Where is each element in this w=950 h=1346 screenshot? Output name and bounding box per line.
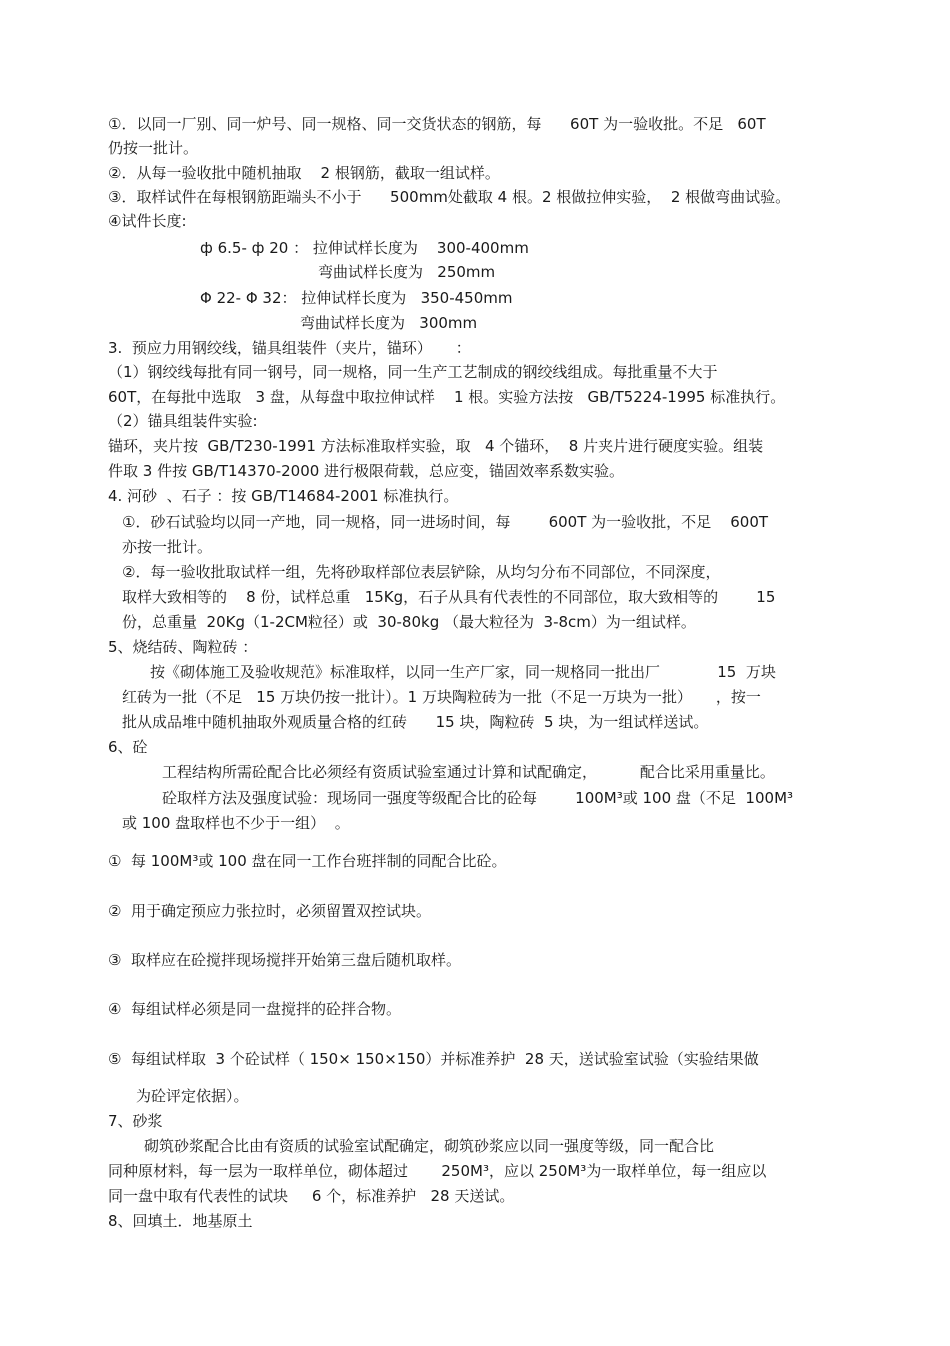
- text-line: （2）锚具组装件实验:: [108, 412, 258, 430]
- text-line: 砌筑砂浆配合比由有资质的试验室试配确定，砌筑砂浆应以同一强度等级，同一配合比: [144, 1137, 715, 1155]
- text-line: Φ 22- Φ 32： 拉伸试样长度为 350-450mm: [200, 289, 513, 307]
- text-line: 亦按一批计。: [122, 538, 213, 556]
- list-item: ① 每 100M³或 100 盘在同一工作台班拌制的同配合比砼。: [108, 852, 507, 870]
- text-line: ②．从每一验收批中随机抽取 2 根钢筋，截取一组试样。: [108, 164, 500, 182]
- list-item: ⑤ 每组试样取 3 个砼试样（ 150× 150×150）并标准养护 28 天，送试验室试验（实验结果做: [108, 1050, 759, 1068]
- text-line: 5、烧结砖、陶粒砖 ：: [108, 638, 258, 656]
- text-line: ②．每一验收批取试样一组，先将砂取样部位表层铲除，从均匀分布不同部位，不同深度，: [122, 563, 721, 581]
- text-line: 8、回填土．地基原土: [108, 1212, 253, 1230]
- text-line: 为砼评定依据）。: [136, 1087, 249, 1105]
- text-line: 同一盘中取有代表性的试块 6 个，标准养护 28 天送试。: [108, 1187, 515, 1205]
- text-line: ①．砂石试验均以同一产地，同一规格，同一进场时间，每 600T 为一验收批，不足 600T: [122, 513, 769, 531]
- list-item: ② 用于确定预应力张拉时，必须留置双控试块。: [108, 902, 431, 920]
- text-line: 砼取样方法及强度试验：现场同一强度等级配合比的砼每 100M³或 100 盘（不足 100M³: [162, 789, 794, 807]
- text-line: 份，总重量 20Kg（1-2CM粒径）或 30-80kg （最大粒径为 3-8cm）为一组试样。: [122, 613, 696, 631]
- text-line: 弯曲试样长度为 300mm: [300, 314, 478, 332]
- text-line: 弯曲试样长度为 250mm: [318, 263, 496, 281]
- text-line: ①．以同一厂别、同一炉号、同一规格、同一交货状态的钢筋，每 60T 为一验收批。不足 60T: [108, 115, 766, 133]
- text-line: 60T，在每批中选取 3 盘，从每盘中取拉伸试样 1 根。实验方法按 GB/T5224-1995 标准执行。: [108, 388, 786, 406]
- text-line: 7、砂浆: [108, 1112, 163, 1130]
- text-line: ④试件长度:: [108, 212, 187, 230]
- text-line: 取样大致相等的 8 份，试样总重 15Kg，石子从具有代表性的不同部位，取大致相等的 15: [122, 588, 776, 606]
- text-line: 3. 预应力用钢绞线，锚具组装件（夹片，锚环） ：: [108, 339, 471, 357]
- text-line: 或 100 盘取样也不少于一组） 。: [122, 814, 350, 832]
- text-line: ③．取样试件在每根钢筋距端头不小于 500mm处截取 4 根。2 根做拉伸实验， 2 根做弯曲试验。: [108, 188, 791, 206]
- text-line: 仍按一批计。: [108, 139, 199, 157]
- text-line: 工程结构所需砼配合比必须经有资质试验室通过计算和试配确定， 配合比采用重量比。: [162, 763, 775, 781]
- text-line: 同种原材料，每一层为一取样单位，砌体超过 250M³，应以 250M³为一取样单位，每一组应以: [108, 1162, 767, 1180]
- text-line: ф 6.5- ф 20 ： 拉伸试样长度为 300-400mm: [200, 239, 529, 257]
- list-item: ④ 每组试样必须是同一盘搅拌的砼拌合物。: [108, 1000, 401, 1018]
- list-item: ③ 取样应在砼搅拌现场搅拌开始第三盘后随机取样。: [108, 951, 461, 969]
- text-line: 批从成品堆中随机抽取外观质量合格的红砖 15 块，陶粒砖 5 块，为一组试样送试。: [122, 713, 709, 731]
- text-line: 红砖为一批（不足 15 万块仍按一批计）。1 万块陶粒砖为一批（不足一万块为一批） ，按一: [122, 688, 761, 706]
- text-line: 6、砼: [108, 738, 148, 756]
- text-line: 4. 河砂 、石子 ：按 GB/T14684-2001 标准执行。: [108, 487, 459, 505]
- text-line: 锚环，夹片按 GB/T230-1991 方法标准取样实验，取 4 个锚环， 8 片夹片进行硬度实验。组装: [108, 437, 764, 455]
- text-line: 件取 3 件按 GB/T14370-2000 进行极限荷载，总应变，锚固效率系数实验。: [108, 462, 625, 480]
- text-line: 按《砌体施工及验收规范》标准取样，以同一生产厂家，同一规格同一批出厂 15 万块: [150, 663, 776, 681]
- text-line: （1）钢绞线每批有同一钢号，同一规格，同一生产工艺制成的钢绞线组成。每批重量不大于: [108, 363, 718, 381]
